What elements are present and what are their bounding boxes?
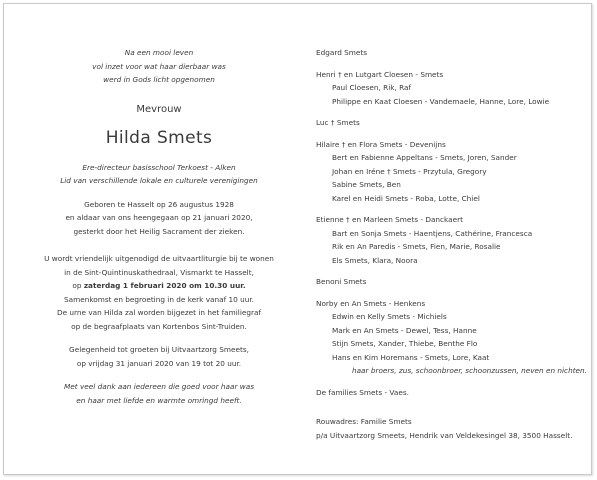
family-member: Els Smets, Klara, Noora <box>332 255 418 265</box>
birth-line: Geboren te Hasselt op 26 augustus 1928 <box>84 199 234 209</box>
family-head: Norby en An Smets - Henkens <box>316 298 426 308</box>
family-member: Philippe en Kaat Cloesen - Vandemaele, Hanne, Lore, Lowie <box>332 96 550 106</box>
thanks <box>24 380 294 407</box>
memorial-card <box>3 3 592 475</box>
left-column <box>24 46 294 407</box>
deceased-name: Hilda Smets <box>105 127 213 148</box>
poem <box>24 46 294 87</box>
greet-line: Gelegenheid tot groeten bij Uitvaartzorg Smeets, <box>69 345 249 354</box>
family-member: Stijn Smets, Xander, Thiebe, Benthe Flo <box>332 339 478 348</box>
poem-line: vol inzet voor wat haar dierbaar was <box>92 61 226 71</box>
family-closing: haar broers, zus, schoonbroer, schoonzussen, neven en nichten. <box>351 366 587 375</box>
invite-date-prefix: op <box>72 281 84 290</box>
birth-line: en aldaar van ons heengegaan op 21 januari 2020, <box>65 213 253 222</box>
funeral-invitation <box>24 252 294 333</box>
invite-line: op de begraafplaats van Kortenbos Sint-Truiden. <box>71 321 247 331</box>
thanks-line: en haar met liefde en warmte omringd heeft. <box>76 395 242 405</box>
mourning-address-label: Rouwadres: Familie Smets <box>316 417 412 426</box>
families-line: De families Smets - Vaes. <box>316 387 409 397</box>
honorific: Mevrouw <box>136 103 182 115</box>
visitation-info <box>24 343 294 370</box>
family-head: Etienne † en Marleen Smets - Danckaert <box>316 215 463 224</box>
roles <box>24 161 294 188</box>
invite-date-line <box>24 279 294 293</box>
family-member: Hans en Kim Horemans - Smets, Lore, Kaat <box>332 352 490 362</box>
family-member: Bart en Sonja Smets - Haentjens, Cathérine, Francesca <box>332 228 533 238</box>
birth-line: gesterkt door het Heilig Sacrament der zieken. <box>73 226 245 236</box>
family-member: Bert en Fabienne Appeltans - Smets, Joren, Sander <box>332 153 517 162</box>
family-head: Hilaire † en Flora Smets - Devenijns <box>316 139 446 149</box>
family-head: Henri † en Lutgart Cloesen - Smets <box>316 69 444 79</box>
family-member: Mark en An Smets - Dewel, Tess, Hanne <box>332 325 477 335</box>
role-line: Lid van verschillende lokale en culturele verenigingen <box>60 176 258 185</box>
invite-date: zaterdag 1 februari 2020 om 10.30 uur. <box>83 281 246 290</box>
greet-line: op vrijdag 31 januari 2020 van 19 tot 20 uur. <box>76 358 242 368</box>
family-member: Rik en An Paredis - Smets, Fien, Marie, Rosalie <box>332 242 501 251</box>
birth-death-info <box>24 198 294 239</box>
invite-line: in de Sint-Quintinuskathedraal, Vismarkt te Hasselt, <box>64 267 254 277</box>
poem-line: Na een mooi leven <box>124 48 194 57</box>
family-member: Edwin en Kelly Smets - Michiels <box>332 312 447 321</box>
poem-line: werd in Gods licht opgenomen <box>103 75 215 84</box>
family-member: Edgard Smets <box>316 48 368 57</box>
family-member: Sabine Smets, Ben <box>332 180 401 189</box>
family-member: Paul Cloesen, Rik, Raf <box>332 83 412 92</box>
role-line: Ere-directeur basisschool Terkoest - Alken <box>82 162 236 172</box>
invite-line: U wordt vriendelijk uitgenodigd de uitvaartliturgie bij te wonen <box>44 254 274 263</box>
family-member: Benoni Smets <box>316 277 367 286</box>
family-member: Luc † Smets <box>316 118 360 127</box>
thanks-line: Met veel dank aan iedereen die goed voor haar was <box>63 382 255 391</box>
invite-line: De urne van Hilda zal worden bijgezet in het familiegraf <box>56 308 262 317</box>
family-member: Johan en Iréne † Smets - Przytula, Gregory <box>332 166 487 176</box>
family-member: Karel en Heidi Smets - Roba, Lotte, Chiel <box>332 193 480 203</box>
right-column <box>316 46 591 442</box>
invite-line: Samenkomst en begroeting in de kerk vanaf 10 uur. <box>64 294 254 304</box>
mourning-address: p/a Uitvaartzorg Smeets, Hendrik van Veldekesingel 38, 3500 Hasselt. <box>316 430 573 440</box>
